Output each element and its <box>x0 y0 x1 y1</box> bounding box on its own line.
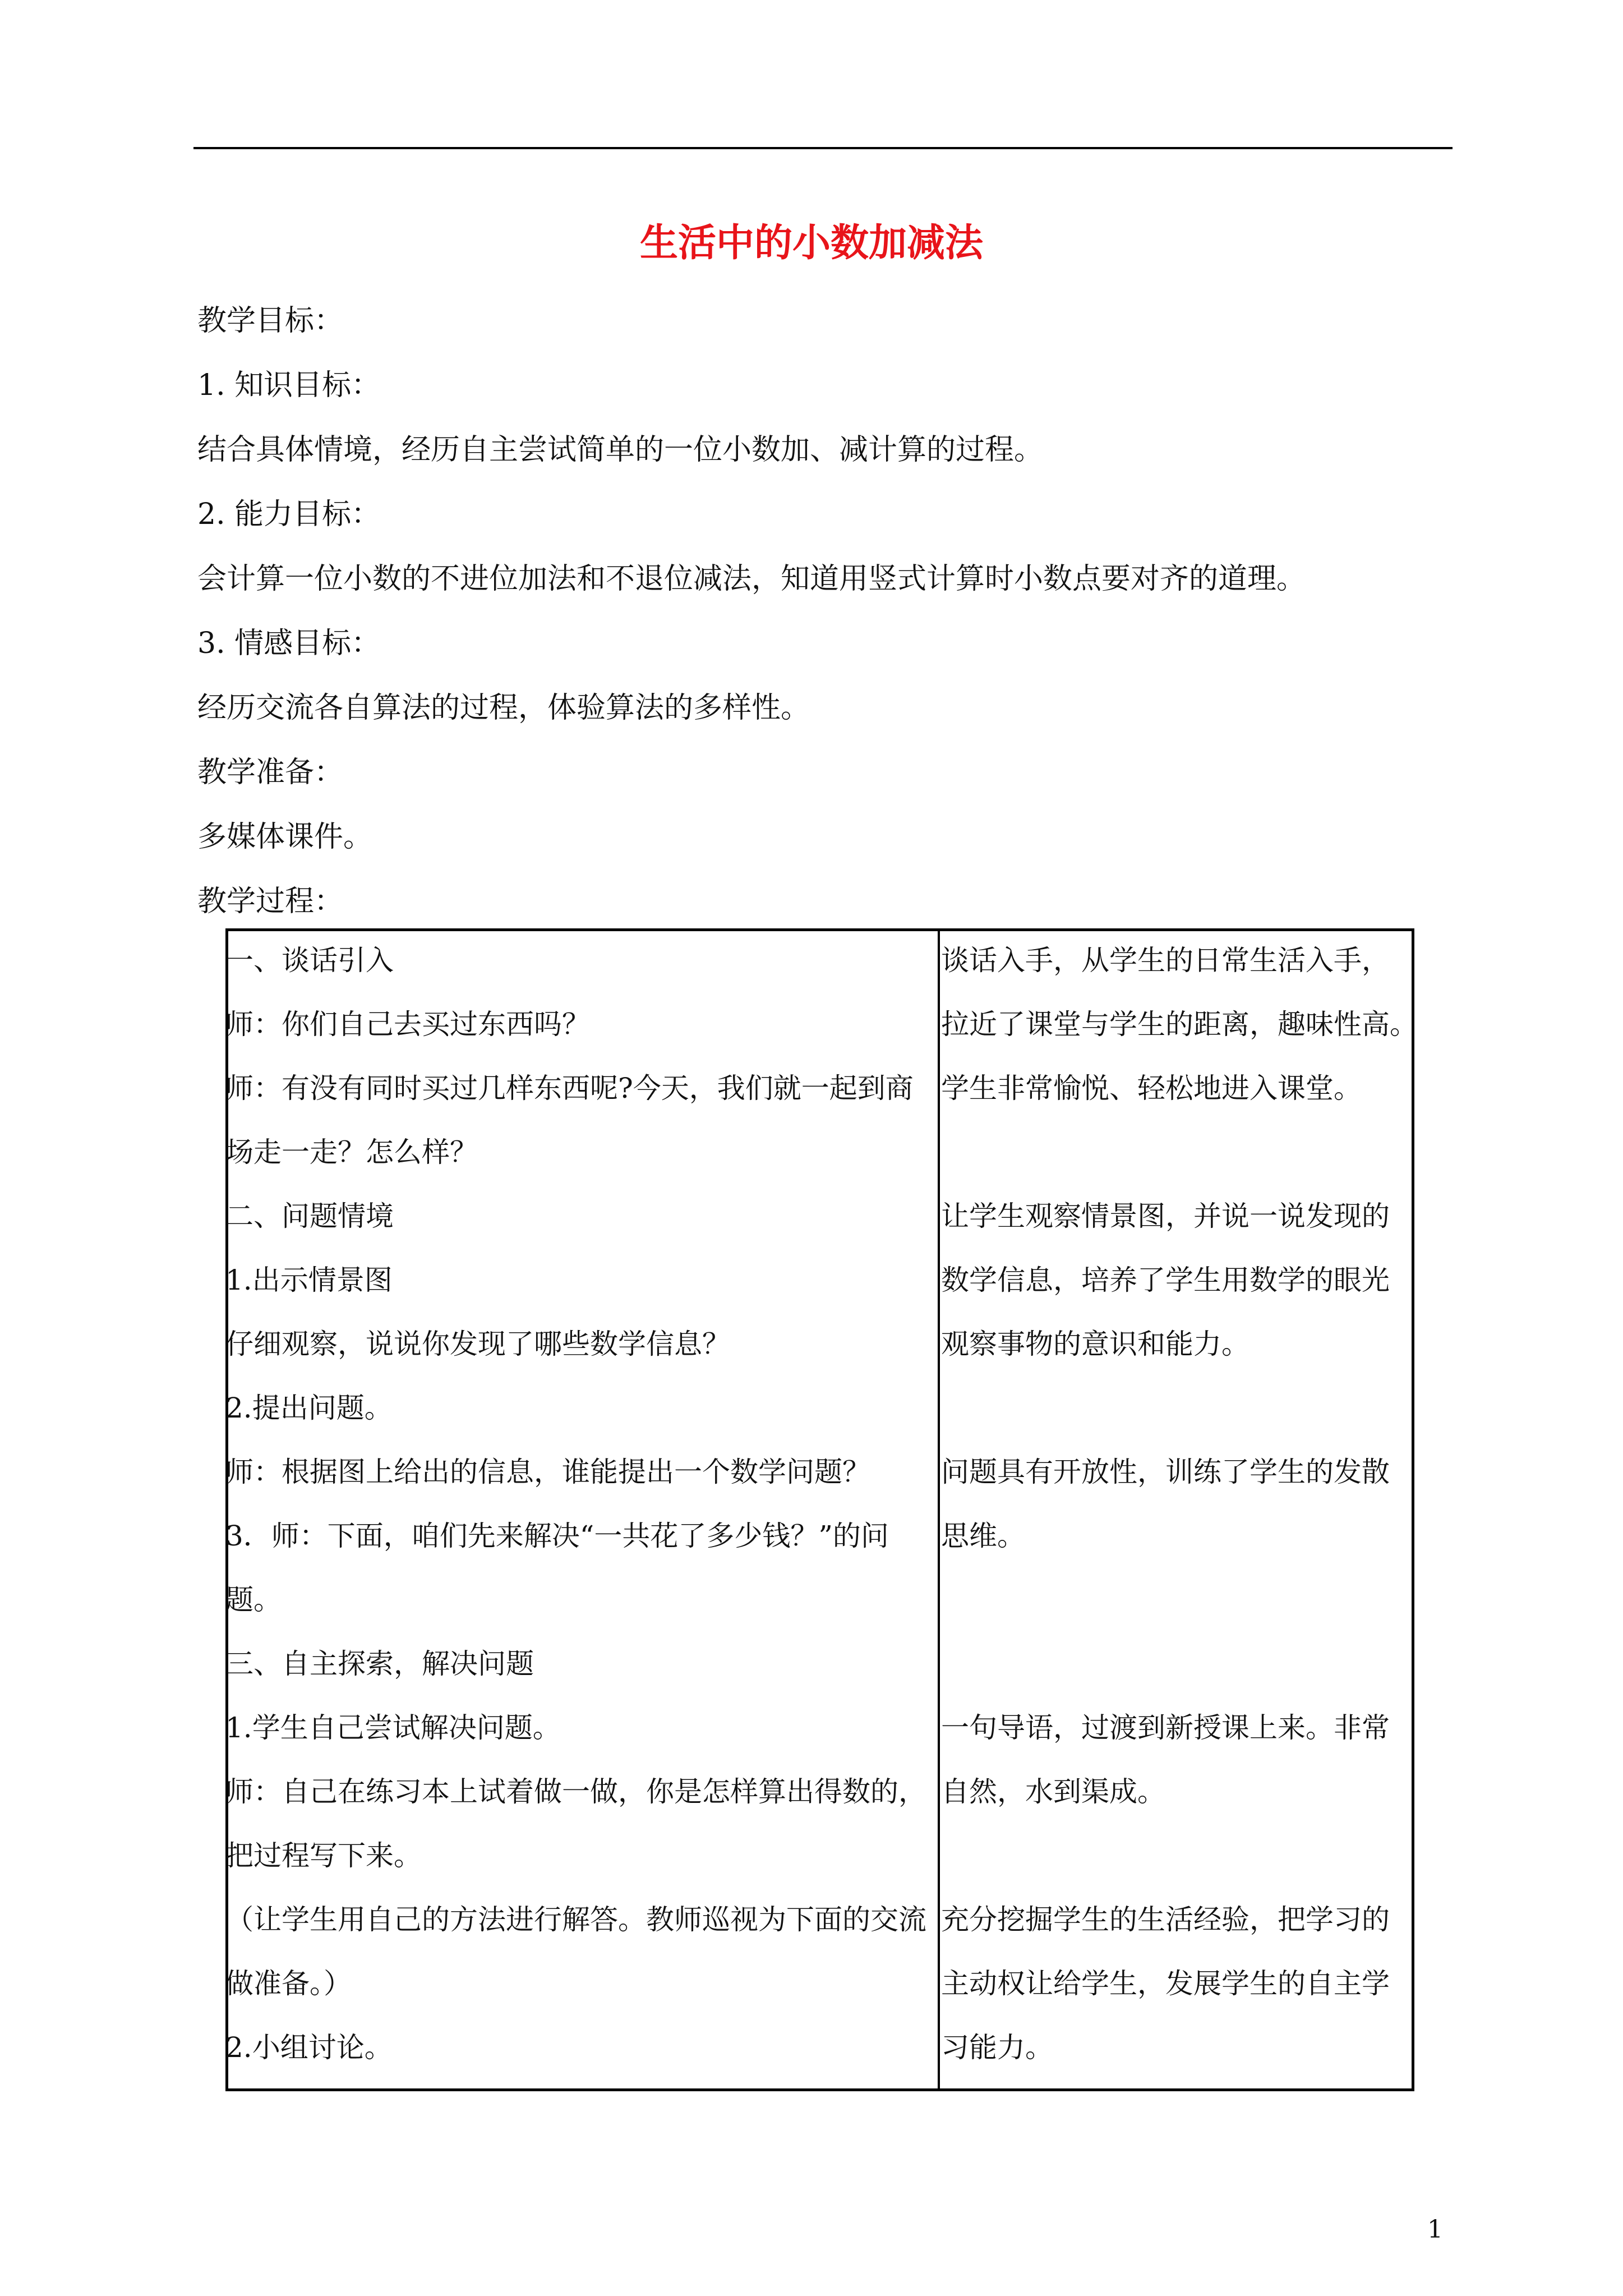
table-left-line: 师：你们自己去买过东西吗？ <box>225 1008 590 1041</box>
table-right-line: 充分挖掘学生的生活经验，把学习的 <box>941 1903 1390 1936</box>
page-number: 1 <box>1427 2215 1443 2244</box>
paragraph: 结合具体情境，经历自主尝试简单的一位小数加、减计算的过程。 <box>197 433 1044 467</box>
paragraph: 2. 能力目标： <box>197 498 381 531</box>
table-left-line: 三、自主探索，解决问题 <box>225 1648 534 1680</box>
table-right-line: 让学生观察情景图，并说一说发现的 <box>941 1200 1390 1232</box>
table-right-line: 自然，水到渠成。 <box>941 1775 1165 1808</box>
table-right-line: 学生非常愉悦、轻松地进入课堂。 <box>941 1072 1362 1105</box>
table-right-line: 一句导语，过渡到新授课上来。非常 <box>941 1711 1390 1744</box>
table-left-line: 师：根据图上给出的信息，谁能提出一个数学问题？ <box>225 1456 870 1488</box>
table-right-line: 问题具有开放性，训练了学生的发散 <box>941 1456 1390 1488</box>
table-right-line: 思维。 <box>941 1520 1025 1552</box>
table-left-line: 2.提出问题。 <box>225 1392 393 1424</box>
table-right-line: 数学信息，培养了学生用数学的眼光 <box>941 1264 1390 1296</box>
table-left-line: 师：有没有同时买过几样东西呢?今天，我们就一起到商 <box>225 1072 914 1105</box>
document-title: 生活中的小数加减法 <box>639 220 983 265</box>
paragraph: 教学过程： <box>197 885 344 918</box>
table-right-line: 观察事物的意识和能力。 <box>941 1328 1249 1360</box>
table-left-line: 1.出示情景图 <box>225 1264 393 1296</box>
table-left-line: （让学生用自己的方法进行解答。教师巡视为下面的交流 <box>225 1903 926 1936</box>
table-left-line: 把过程写下来。 <box>225 1839 422 1872</box>
table-right-line: 谈话入手，从学生的日常生活入手， <box>941 944 1390 977</box>
paragraph: 会计算一位小数的不进位加法和不退位减法，知道用竖式计算时小数点要对齐的道理。 <box>197 562 1306 596</box>
table-left-line: 2.小组讨论。 <box>225 2031 393 2064</box>
table-left-line: 二、问题情境 <box>225 1200 394 1232</box>
table-left-line: 仔细观察，说说你发现了哪些数学信息？ <box>225 1328 730 1360</box>
table-left-line: 题。 <box>225 1584 282 1616</box>
paragraph: 多媒体课件。 <box>197 820 373 854</box>
table-left-line: 1.学生自己尝试解决问题。 <box>225 1711 561 1744</box>
paragraph: 经历交流各自算法的过程，体验算法的多样性。 <box>197 691 810 725</box>
table-left-line: 做准备。） <box>225 1967 352 2000</box>
table-left-line: 师：自己在练习本上试着做一做，你是怎样算出得数的， <box>225 1775 926 1808</box>
paragraph: 教学目标： <box>197 304 344 338</box>
table-right-line: 习能力。 <box>941 2031 1053 2064</box>
table-left-line: 3．师：下面，咱们先来解决“一共花了多少钱？”的问 <box>225 1520 889 1552</box>
table-right-line: 主动权让给学生，发展学生的自主学 <box>941 1967 1390 2000</box>
header-rule <box>193 147 1453 149</box>
table-left-line: 场走一走？怎么样？ <box>225 1136 478 1168</box>
table-column-divider <box>938 928 940 2091</box>
paragraph: 教学准备： <box>197 756 344 789</box>
paragraph: 1. 知识目标： <box>197 369 381 402</box>
table-left-line: 一、谈话引入 <box>225 944 394 977</box>
paragraph: 3. 情感目标： <box>197 627 381 660</box>
table-right-line: 拉近了课堂与学生的距离，趣味性高。 <box>941 1008 1418 1041</box>
